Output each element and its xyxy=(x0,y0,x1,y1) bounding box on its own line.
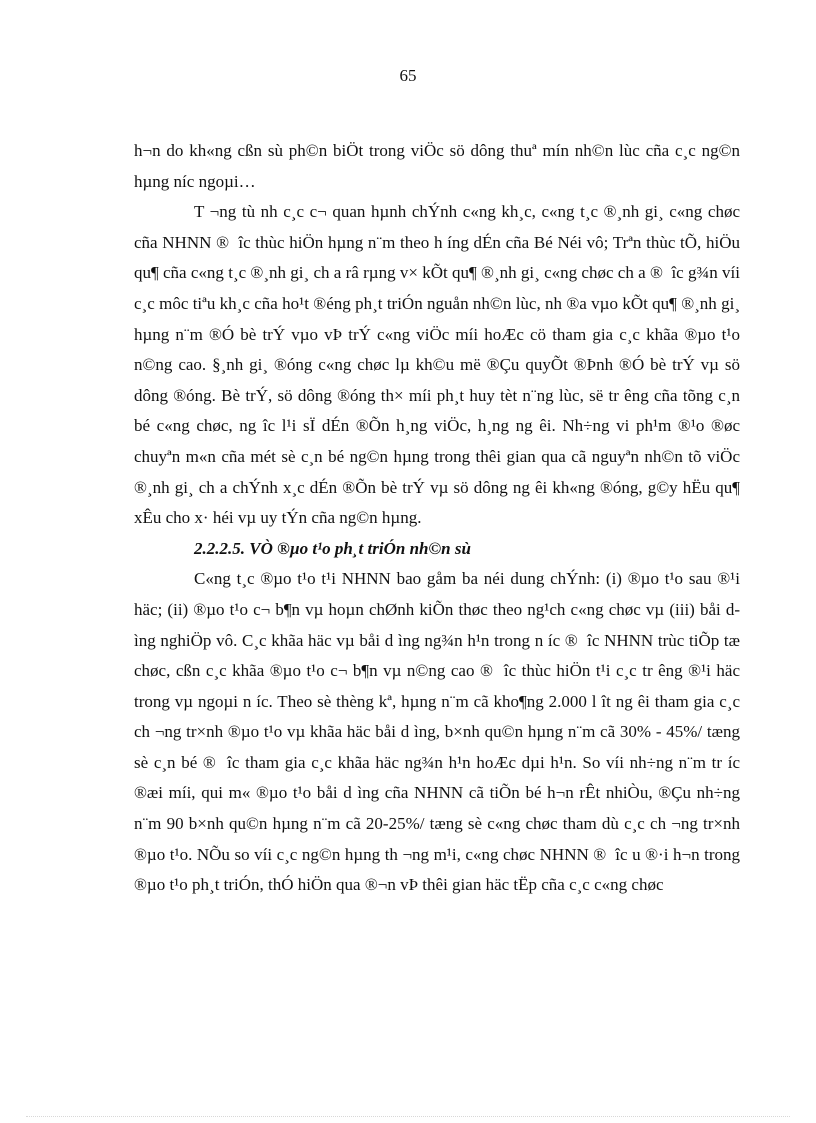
section-heading: 2.2.2.5. VÒ ®µo t¹o ph¸t triÓn nh©n sù xyxy=(194,538,471,558)
page-number: 65 xyxy=(399,66,417,85)
document-body xyxy=(134,136,740,901)
page-bottom-divider xyxy=(26,1116,790,1117)
paragraph-evaluation: T ¬ng tù nh c¸c c¬ quan hµnh chÝnh c«ng kh¸c, c«ng t¸c ®¸nh gi¸ c«ng chøc cña NHNN ® îc thùc hiÖn hµng n¨m theo h íng dÉn cña Bé Néi vô; Trªn thùc tÕ, hiÖu qu¶ cña c«ng t¸c ®¸nh gi¸ ch a râ rµng v× kÕt qu¶ ®¸nh gi¸ c«ng chøc ch a ® îc g¾n víi c¸c môc tiªu kh¸c cña ho¹t ®éng ph¸t triÓn nguån nh©n lùc, nh ®a vµo kÕt qu¶ ®¸nh gi¸ hµng n¨m ®Ó bè trÝ vµo vÞ trÝ c«ng viÖc míi hoÆc cö tham gia c¸c khãa ®µo t¹o n©ng cao. §¸nh gi¸ ®óng c«ng chøc lµ kh©u më ®Çu quyÕt ®Þnh ®Ó bè trÝ vµ sö dông ®óng. Bè trÝ, sö dông ®óng th× míi ph¸t huy tèt n¨ng lùc, së tr êng cña tõng c¸n bé c«ng chøc, ng îc l¹i sÏ dÉn ®Õn h¸ng viÖc, h¸ng ng êi. Nh÷ng vi ph¹m ®¹o ®øc chuyªn m«n cña mét sè c¸n bé ng©n hµng trong thêi gian qua cã nguyªn nh©n tõ viÖc ®¸nh gi¸ ch a chÝnh x¸c dÉn ®Õn bè trÝ vµ sö dông ng êi kh«ng ®óng, g©y hËu qu¶ xÊu cho x· héi vµ uy tÝn cña ng©n hµng. xyxy=(134,202,740,528)
paragraph-training: C«ng t¸c ®µo t¹o t¹i NHNN bao gåm ba néi dung chÝnh: (i) ®µo t¹o sau ®¹i häc; (ii) ®µo t¹o c¬ b¶n vµ hoµn chØnh kiÕn thøc theo ng¹ch c«ng chøc vµ (iii) båi d ìng nghiÖp vô. C¸c khãa häc vµ båi d ìng ng¾n h¹n trong n íc ® îc NHNN trùc tiÕp tæ chøc, cßn c¸c khãa ®µo t¹o c¬ b¶n vµ n©ng cao ® îc thùc hiÖn t¹i c¸c tr êng ®¹i häc trong vµ ngoµi n íc. Theo sè thèng kª, hµng n¨m cã kho¶ng 2.000 l ît ng êi tham gia c¸c ch ¬ng tr×nh ®µo t¹o vµ khãa häc båi d ìng, b×nh qu©n hµng n¨m cã 30% - 45%/ tæng sè c¸n bé ® îc tham gia c¸c khãa häc ng¾n h¹n hoÆc dµi h¹n. So víi nh÷ng n¨m tr íc ®æi míi, qui m« ®µo t¹o båi d ìng cña NHNN cã tiÕn bé h¬n rÊt nhiÒu, ®Çu nh÷ng n¨m 90 b×nh qu©n hµng n¨m cã 20-25%/ tæng sè c«ng chøc tham dù c¸c ch ¬ng tr×nh ®µo t¹o. NÕu so víi c¸c ng©n hµng th ¬ng m¹i, c«ng chøc NHNN ® îc u ®·i h¬n trong ®µo t¹o ph¸t triÓn, thÓ hiÖn qua ®¬n vÞ thêi gian häc tËp cña c¸c c«ng chøc xyxy=(134,569,740,895)
paragraph-continuation: h¬n do kh«ng cßn sù ph©n biÖt trong viÖc sö dông thuª mín nh©n lùc cña c¸c ng©n hµng níc ngoµi… xyxy=(134,141,740,191)
